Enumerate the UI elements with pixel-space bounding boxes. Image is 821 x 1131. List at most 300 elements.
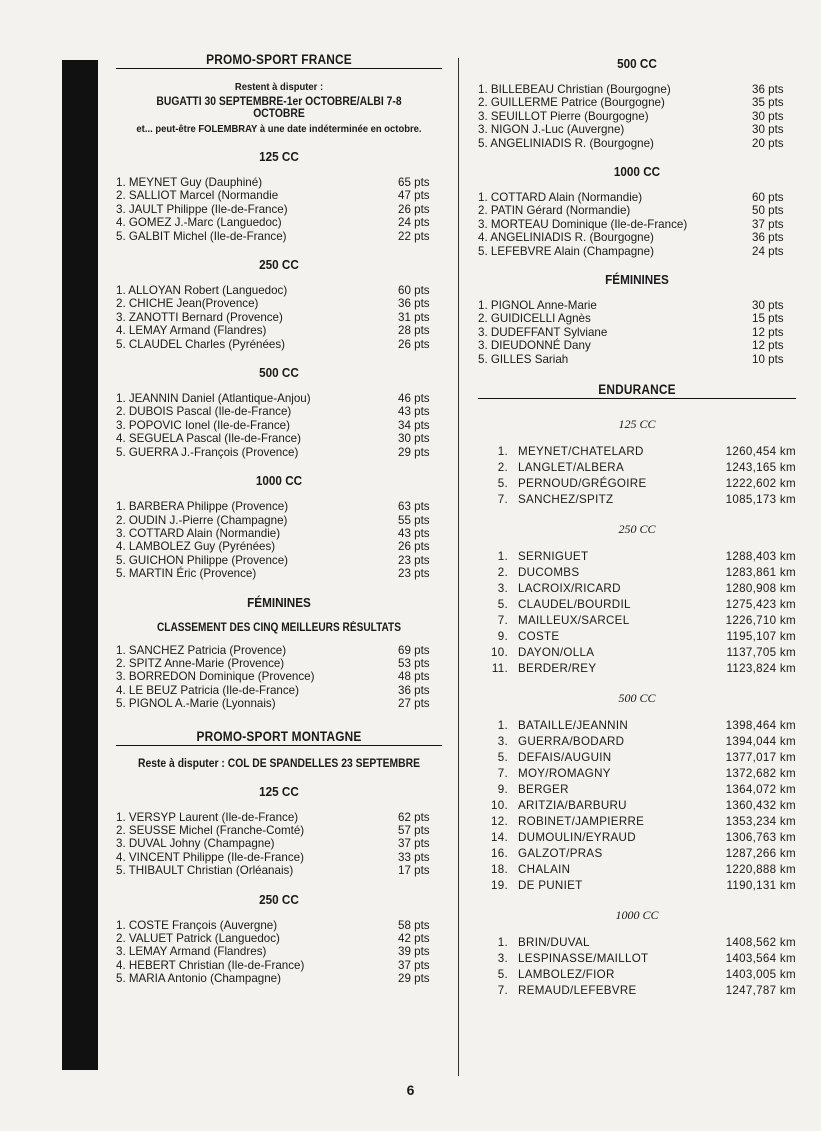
rider-name: 1. SANCHEZ Patricia (Provence): [116, 643, 287, 657]
rider-name: 4. LAMBOLEZ Guy (Pyrénées): [116, 540, 276, 554]
rank: 2.: [497, 566, 508, 580]
rank: 1.: [497, 719, 508, 733]
points-value: 69 pts: [398, 643, 430, 657]
rank: 1.: [497, 936, 508, 950]
endurance-row: [478, 645, 796, 661]
section-title: PROMO-SPORT MONTAGNE: [196, 728, 362, 744]
distance-value: 1288,403 km: [725, 550, 796, 564]
standings-list: [116, 811, 442, 878]
distance-value: 1123,824 km: [726, 662, 796, 676]
endurance-row: [478, 476, 796, 492]
rider-name: 2. GUILLERME Patrice (Bourgogne): [478, 96, 665, 110]
rank: 9.: [497, 783, 508, 797]
standing-row: [116, 500, 442, 513]
rider-name: 4. VINCENT Philippe (Ile-de-France): [116, 850, 304, 864]
rider-name: 2. SALLIOT Marcel (Normandie: [116, 189, 279, 203]
points-value: 37 pts: [398, 958, 430, 972]
standing-row: [116, 230, 442, 243]
points-value: 60 pts: [752, 191, 784, 205]
points-value: 10 pts: [752, 352, 784, 366]
rank: 10.: [490, 646, 508, 660]
team-name: GUERRA/BODARD: [518, 735, 625, 749]
rank: 3.: [497, 582, 508, 596]
standing-row: [478, 204, 796, 217]
rider-name: 2. SPITZ Anne-Marie (Provence): [116, 656, 285, 670]
distance-value: 1360,432 km: [725, 799, 796, 813]
distance-value: 1247,787 km: [725, 984, 796, 998]
endurance-row: [478, 581, 796, 597]
rider-name: 3. POPOVIC Ionel (Ile-de-France): [116, 418, 290, 432]
standing-row: [116, 189, 442, 202]
endurance-row: [478, 661, 796, 677]
rider-name: 3. SEUILLOT Pierre (Bourgogne): [478, 109, 649, 123]
standing-row: [116, 554, 442, 567]
points-value: 26 pts: [398, 540, 430, 554]
standing-row: [478, 83, 796, 96]
standing-row: [116, 697, 442, 710]
rank: 2.: [497, 461, 508, 475]
distance-value: 1394,044 km: [725, 735, 796, 749]
rider-name: 3. DUVAL Johny (Champagne): [116, 837, 275, 851]
title-rule: [478, 398, 796, 399]
rider-name: 1. BARBERA Philippe (Provence): [116, 500, 289, 514]
right-categories: [478, 56, 796, 366]
standings-list: [478, 191, 796, 258]
points-value: 22 pts: [398, 229, 430, 243]
points-value: 12 pts: [752, 325, 784, 339]
rider-name: 1. JEANNIN Daniel (Atlantique-Anjou): [116, 392, 311, 406]
team-name: LACROIX/RICARD: [518, 582, 621, 596]
rider-name: 2. VALUET Patrick (Languedoc): [116, 932, 280, 945]
rank: 5.: [497, 751, 508, 765]
rider-name: 5. GILLES Sariah: [478, 352, 569, 366]
title-rule: [116, 68, 442, 69]
points-value: 48 pts: [398, 670, 430, 684]
team-name: DUCOMBS: [518, 566, 580, 580]
rider-name: 3. ZANOTTI Bernard (Provence): [116, 310, 283, 324]
standing-row: [116, 837, 442, 850]
distance-value: 1280,908 km: [725, 582, 796, 596]
team-name: MAILLEUX/SARCEL: [518, 614, 630, 628]
rank: 7.: [497, 614, 508, 628]
standing-row: [478, 353, 796, 366]
distance-value: 1408,562 km: [725, 936, 796, 950]
category-title: FÉMININES: [247, 594, 311, 610]
endurance-row: [478, 814, 796, 830]
left-column: [116, 52, 442, 986]
points-value: 57 pts: [398, 823, 430, 837]
points-value: 47 pts: [398, 189, 430, 203]
distance-value: 1222,602 km: [725, 477, 796, 491]
endurance-row: [478, 846, 796, 862]
black-margin-bar: [62, 60, 98, 1070]
distance-value: 1398,464 km: [725, 719, 796, 733]
endurance-category-title: 250 CC: [618, 522, 656, 537]
standing-row: [478, 96, 796, 109]
points-value: 29 pts: [398, 445, 430, 459]
points-value: 53 pts: [398, 656, 430, 670]
endurance-row: [478, 830, 796, 846]
rider-name: 5. GUICHON Philippe (Provence): [116, 553, 289, 567]
right-column: [478, 52, 796, 999]
distance-value: 1403,005 km: [725, 968, 796, 982]
distance-value: 1353,234 km: [725, 815, 796, 829]
points-value: 27 pts: [398, 697, 430, 711]
points-value: 30 pts: [752, 109, 784, 123]
standing-row: [116, 932, 442, 945]
rank: 5.: [497, 598, 508, 612]
endurance-category-title: 125 CC: [618, 417, 656, 432]
team-name: ROBINET/JAMPIERRE: [518, 815, 645, 829]
team-name: MOY/ROMAGNY: [518, 767, 611, 781]
endurance-row: [478, 967, 796, 983]
promo-montagne-header: [116, 729, 442, 750]
points-value: 20 pts: [752, 136, 784, 150]
category-title: 125 CC: [259, 783, 299, 799]
remaining-events: BUGATTI 30 SEPTEMBRE-1er OCTOBRE/ALBI 7-8 OCTOBRE: [156, 96, 402, 120]
promo-montagne-categories: [116, 784, 442, 986]
rider-name: 5. PIGNOL A.-Marie (Lyonnais): [116, 697, 276, 711]
standing-row: [116, 216, 442, 229]
standing-row: [116, 284, 442, 297]
title-rule: [116, 745, 442, 746]
endurance-row: [478, 549, 796, 565]
rider-name: 3. DIEUDONNÉ Dany: [478, 339, 591, 353]
points-value: 26 pts: [398, 337, 430, 351]
rank: 5.: [497, 968, 508, 982]
endurance-row: [478, 492, 796, 508]
points-value: 62 pts: [398, 810, 430, 824]
section-title: ENDURANCE: [598, 382, 676, 398]
standing-row: [478, 218, 796, 231]
category-title: 250 CC: [259, 891, 299, 907]
points-value: 33 pts: [398, 850, 430, 864]
rider-name: 1. PIGNOL Anne-Marie: [478, 299, 597, 313]
rider-name: 5. LEFEBVRE Alain (Champagne): [478, 244, 654, 258]
category-title: 1000 CC: [255, 473, 303, 489]
points-value: 36 pts: [398, 297, 430, 311]
category-title: FÉMININES: [605, 272, 669, 288]
rider-name: 3. DUDEFFANT Sylviane: [478, 325, 608, 339]
distance-value: 1085,173 km: [725, 493, 796, 507]
standing-row: [116, 972, 442, 985]
standing-row: [116, 297, 442, 310]
rank: 9.: [497, 630, 508, 644]
standing-row: [116, 567, 442, 580]
points-value: 15 pts: [752, 312, 784, 326]
endurance-row: [478, 862, 796, 878]
rider-name: 1. VERSYP Laurent (Ile-de-France): [116, 810, 299, 824]
distance-value: 1260,454 km: [725, 445, 796, 459]
remaining-events: Reste à disputer : COL DE SPANDELLES 23 SEPTEMBRE: [137, 757, 421, 770]
points-value: 31 pts: [398, 310, 430, 324]
standing-row: [116, 684, 442, 697]
team-name: BATAILLE/JEANNIN: [518, 719, 629, 733]
endurance-row: [478, 597, 796, 613]
standing-row: [116, 540, 442, 553]
standing-row: [478, 299, 796, 312]
points-value: 26 pts: [398, 202, 430, 216]
points-value: 23 pts: [398, 567, 430, 581]
rider-name: 5. MARTIN Éric (Provence): [116, 567, 257, 581]
endurance-categories: [478, 417, 796, 999]
points-value: 63 pts: [398, 500, 430, 514]
standing-row: [478, 110, 796, 123]
standing-row: [116, 338, 442, 351]
rider-name: 4. LEMAY Armand (Flandres): [116, 324, 267, 338]
rider-name: 4. LE BEUZ Patricia (Ile-de-France): [116, 683, 299, 697]
points-value: 58 pts: [398, 918, 430, 932]
points-value: 30 pts: [398, 432, 430, 446]
endurance-row: [478, 734, 796, 750]
category-subtitle: CLASSEMENT DES CINQ MEILLEURS RÉSULTATS: [156, 621, 402, 634]
standings-list: [116, 392, 442, 459]
standing-row: [478, 312, 796, 325]
endurance-row: [478, 460, 796, 476]
team-name: CHALAIN: [518, 863, 571, 877]
rider-name: 3. COTTARD Alain (Normandie): [116, 526, 281, 540]
team-name: BERGER: [518, 783, 569, 797]
points-value: 50 pts: [752, 204, 784, 218]
category-title: 1000 CC: [613, 164, 661, 180]
endurance-row: [478, 444, 796, 460]
team-name: PERNOUD/GRÉGOIRE: [518, 477, 647, 491]
points-value: 29 pts: [398, 972, 430, 986]
standing-row: [478, 326, 796, 339]
endurance-row: [478, 565, 796, 581]
rider-name: 2. DUBOIS Pascal (Ile-de-France): [116, 405, 292, 419]
distance-value: 1306,763 km: [725, 831, 796, 845]
distance-value: 1403,564 km: [725, 952, 796, 966]
standings-list: [478, 83, 796, 150]
category-title: 125 CC: [259, 149, 299, 164]
endurance-row: [478, 782, 796, 798]
team-name: DEFAIS/AUGUIN: [518, 751, 612, 765]
category-title: 500 CC: [259, 365, 299, 381]
points-value: 24 pts: [752, 244, 784, 258]
standing-row: [116, 644, 442, 657]
team-name: LANGLET/ALBERA: [518, 461, 625, 475]
standing-row: [478, 191, 796, 204]
standing-row: [478, 137, 796, 150]
distance-value: 1243,165 km: [725, 461, 796, 475]
standings-list: [116, 644, 442, 711]
rider-name: 3. JAULT Philippe (Ile-de-France): [116, 202, 288, 216]
section-title: PROMO-SPORT FRANCE: [206, 52, 352, 67]
points-value: 36 pts: [752, 231, 784, 245]
standing-row: [116, 324, 442, 337]
team-name: COSTE: [518, 630, 560, 644]
standing-row: [116, 851, 442, 864]
team-name: LAMBOLEZ/FIOR: [518, 968, 615, 982]
standing-row: [116, 959, 442, 972]
rider-name: 1. ALLOYAN Robert (Languedoc): [116, 284, 288, 298]
standings-list: [478, 299, 796, 366]
standing-row: [116, 176, 442, 189]
standing-row: [478, 123, 796, 136]
points-value: 28 pts: [398, 324, 430, 338]
rank: 7.: [497, 767, 508, 781]
endurance-row: [478, 766, 796, 782]
rank: 1.: [497, 550, 508, 564]
distance-value: 1364,072 km: [725, 783, 796, 797]
points-value: 30 pts: [752, 299, 784, 313]
points-value: 36 pts: [752, 83, 784, 96]
points-value: 34 pts: [398, 418, 430, 432]
column-divider: [458, 58, 459, 1076]
rider-name: 3. MORTEAU Dominique (Ile-de-France): [478, 217, 688, 231]
rider-name: 5. THIBAULT Christian (Orléanais): [116, 864, 294, 878]
standing-row: [116, 824, 442, 837]
points-value: 42 pts: [398, 932, 430, 945]
points-value: 46 pts: [398, 392, 430, 406]
rider-name: 1. MEYNET Guy (Dauphiné): [116, 176, 263, 189]
points-value: 43 pts: [398, 405, 430, 419]
rider-name: 2. GUIDICELLI Agnès: [478, 312, 591, 326]
endurance-row: [478, 983, 796, 999]
endurance-header: [478, 382, 796, 403]
rank: 16.: [490, 847, 508, 861]
promo-france-header: [116, 52, 442, 73]
standing-row: [116, 446, 442, 459]
page-number: 6: [406, 1082, 415, 1098]
endurance-row: [478, 613, 796, 629]
rider-name: 3. BORREDON Dominique (Provence): [116, 670, 315, 684]
endurance-category-title: 500 CC: [618, 691, 656, 706]
rank: 5.: [497, 477, 508, 491]
standing-row: [116, 514, 442, 527]
endurance-row: [478, 750, 796, 766]
rider-name: 3. NIGON J.-Luc (Auvergne): [478, 123, 625, 137]
standing-row: [116, 311, 442, 324]
team-name: DAYON/OLLA: [518, 646, 595, 660]
rank: 7.: [497, 493, 508, 507]
standing-row: [116, 432, 442, 445]
standing-row: [478, 245, 796, 258]
endurance-row: [478, 935, 796, 951]
distance-value: 1137,705 km: [726, 646, 796, 660]
points-value: 30 pts: [752, 123, 784, 137]
distance-value: 1287,266 km: [725, 847, 796, 861]
standings-list: [116, 176, 442, 243]
rider-name: 1. COSTE François (Auvergne): [116, 918, 278, 932]
standing-row: [116, 919, 442, 932]
rider-name: 4. HEBERT Christian (Ile-de-France): [116, 958, 305, 972]
rank: 7.: [497, 984, 508, 998]
rider-name: 5. MARIA Antonio (Champagne): [116, 972, 281, 986]
rider-name: 5. GALBIT Michel (Ile-de-France): [116, 229, 287, 243]
rider-name: 4. GOMEZ J.-Marc (Languedoc): [116, 216, 282, 230]
team-name: GALZOT/PRAS: [518, 847, 603, 861]
rider-name: 2. SEUSSE Michel (Franche-Comté): [116, 823, 305, 837]
distance-value: 1377,017 km: [725, 751, 796, 765]
distance-value: 1195,107 km: [726, 630, 796, 644]
points-value: 37 pts: [752, 217, 784, 231]
distance-value: 1372,682 km: [725, 767, 796, 781]
standing-row: [478, 231, 796, 244]
points-value: 43 pts: [398, 526, 430, 540]
promo-france-categories: [116, 149, 442, 581]
standings-list: [116, 284, 442, 351]
rider-name: 3. LEMAY Armand (Flandres): [116, 945, 267, 959]
points-value: 36 pts: [398, 683, 430, 697]
rider-name: 5. ANGELINIADIS R. (Bourgogne): [478, 136, 654, 150]
category-title: 250 CC: [259, 257, 299, 273]
distance-value: 1220,888 km: [725, 863, 796, 877]
rank: 10.: [490, 799, 508, 813]
distance-value: 1275,423 km: [725, 598, 796, 612]
standing-row: [116, 405, 442, 418]
points-value: 55 pts: [398, 513, 430, 527]
endurance-category-title: 1000 CC: [615, 908, 659, 923]
rider-name: 5. CLAUDEL Charles (Pyrénées): [116, 337, 286, 351]
rider-name: 2. CHICHE Jean(Provence): [116, 297, 259, 311]
team-name: BERDER/REY: [518, 662, 597, 676]
endurance-row: [478, 951, 796, 967]
remaining-note-extra: et... peut-être FOLEMBRAY à une date indéterminée en octobre.: [136, 123, 422, 135]
endurance-row: [478, 878, 796, 894]
rider-name: 4. ANGELINIADIS R. (Bourgogne): [478, 231, 654, 245]
rider-name: 5. GUERRA J.-François (Provence): [116, 445, 299, 459]
rank: 1.: [497, 445, 508, 459]
points-value: 60 pts: [398, 284, 430, 298]
team-name: ARITZIA/BARBURU: [518, 799, 627, 813]
team-name: DE PUNIET: [518, 879, 583, 893]
team-name: DUMOULIN/EYRAUD: [518, 831, 636, 845]
team-name: CLAUDEL/BOURDIL: [518, 598, 631, 612]
standing-row: [116, 864, 442, 877]
standing-row: [116, 670, 442, 683]
points-value: 39 pts: [398, 945, 430, 959]
standing-row: [478, 339, 796, 352]
rank: 19.: [490, 879, 508, 893]
rank: 11.: [491, 662, 508, 676]
team-name: MEYNET/CHATELARD: [518, 445, 644, 459]
team-name: REMAUD/LEFEBVRE: [518, 984, 637, 998]
team-name: LESPINASSE/MAILLOT: [518, 952, 649, 966]
endurance-row: [478, 629, 796, 645]
points-value: 65 pts: [398, 176, 430, 189]
rider-name: 2. OUDIN J.-Pierre (Champagne): [116, 513, 288, 527]
points-value: 24 pts: [398, 216, 430, 230]
standing-row: [116, 945, 442, 958]
team-name: SANCHEZ/SPITZ: [518, 493, 614, 507]
team-name: SERNIGUET: [518, 550, 589, 564]
remaining-note: Restent à disputer :: [234, 81, 324, 93]
team-name: BRIN/DUVAL: [518, 936, 590, 950]
points-value: 12 pts: [752, 339, 784, 353]
rider-name: 2. PATIN Gérard (Normandie): [478, 204, 631, 218]
rider-name: 4. SEGUELA Pascal (Ile-de-France): [116, 432, 301, 446]
distance-value: 1226,710 km: [725, 614, 796, 628]
rank: 18.: [490, 863, 508, 877]
standings-list: [116, 919, 442, 986]
standing-row: [116, 811, 442, 824]
points-value: 37 pts: [398, 837, 430, 851]
endurance-row: [478, 798, 796, 814]
rank: 3.: [497, 735, 508, 749]
standing-row: [116, 657, 442, 670]
rider-name: 1. COTTARD Alain (Normandie): [478, 191, 643, 205]
distance-value: 1283,861 km: [725, 566, 796, 580]
endurance-row: [478, 718, 796, 734]
standing-row: [116, 392, 442, 405]
points-value: 35 pts: [752, 96, 784, 110]
rider-name: 1. BILLEBEAU Christian (Bourgogne): [478, 83, 671, 96]
rank: 3.: [497, 952, 508, 966]
standings-list: [116, 500, 442, 580]
distance-value: 1190,131 km: [726, 879, 796, 893]
